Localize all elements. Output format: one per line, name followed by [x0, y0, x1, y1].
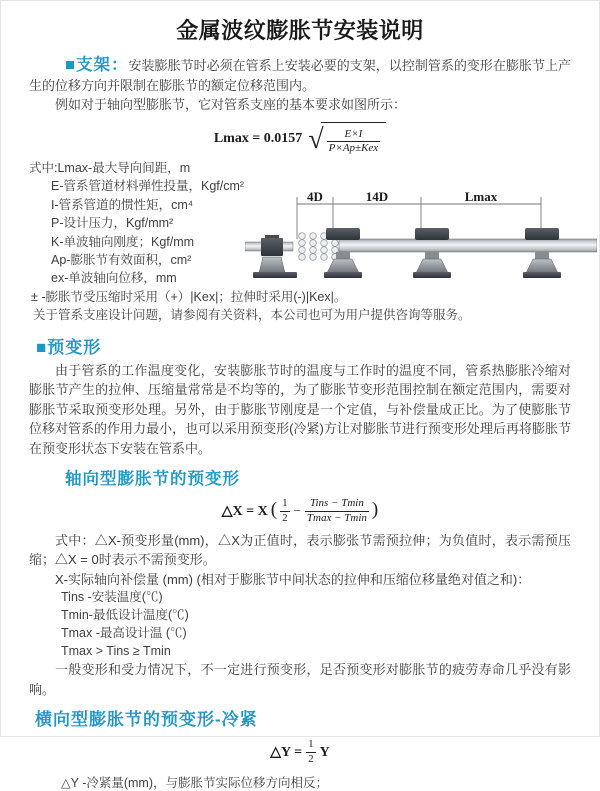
- x-definition-line: X-实际轴向补偿量 (mm) (相对于膨胀节中间状态的拉伸和压缩位移量绝对值之和)：: [55, 571, 531, 587]
- temp-line-tmax: Tmax -最高设计温 (℃): [61, 625, 187, 640]
- lmax-formula: [29, 122, 571, 157]
- lmax-fraction: [327, 128, 381, 157]
- temperature-denominator: Tmax − Tmin: [306, 511, 367, 524]
- lmax-formula-lhs: Lmax = 0.0157: [213, 130, 303, 146]
- y-definition-line: △Y -冷紧量(mm)，与膨胀节实际位移方向相反；: [61, 775, 329, 790]
- page-body: [1, 14, 599, 791]
- lateral-formula-rhs: Y: [319, 744, 330, 760]
- guide-support: [413, 228, 451, 278]
- half-denominator: 2: [308, 753, 314, 766]
- lateral-preform-formula: [29, 738, 571, 767]
- lmax-fraction-denominator: P×Ap±Kex: [328, 142, 379, 155]
- half-fraction: [306, 738, 316, 767]
- dimension-label-4d: 4D: [307, 189, 323, 204]
- axial-formula-lhs: △X = X: [221, 503, 268, 519]
- half-fraction: [280, 497, 290, 526]
- consulting-note: 关于管系支座设计问题，请参阅有关资料，本公司也可为用户提供咨询等服务。: [33, 308, 471, 323]
- definition-line: E-管系管道材料弹性投量，Kgf/cm²: [51, 179, 245, 194]
- left-paren: (: [270, 499, 278, 521]
- support-intro-text: 安装膨胀节时必须在管系上安装必要的支架，以控制管系的变形在膨胀节上产生的位移方向并限制在膨胀节的额定位移范围内。: [29, 58, 571, 93]
- temperature-numerator: Tins − Tmin: [309, 497, 364, 510]
- definition-line: P-设计压力，Kgf/mm²: [51, 216, 174, 231]
- definition-line: 式中:Lmax-最大导向间距，m: [29, 161, 191, 175]
- definition-line: K-单波轴向刚度；Kgf/mm: [51, 234, 195, 249]
- support-intro-paragraph: [29, 56, 571, 95]
- radical-body: [321, 122, 387, 157]
- radical: [308, 122, 386, 157]
- support-section-heading: ■支架：: [65, 56, 129, 74]
- preform-section-heading: ■预变形: [36, 337, 102, 357]
- temperature-fraction: [305, 497, 369, 526]
- right-paren: ): [371, 499, 379, 521]
- plus-minus-note: ± -膨胀节受压缩时采用（+）|Kex|；拉伸时采用(-)|Kex|。: [31, 289, 347, 304]
- preform-note-line: 一般变形和受力情况下，不一定进行预变形，足否预变形对膨胀节的疲劳寿命几乎没有影响。: [29, 662, 571, 697]
- page-title: 金属波纹膨胀节安装说明: [176, 18, 424, 43]
- temp-line-tmin: Tmin-最低设计温度(℃): [61, 607, 189, 622]
- temperature-definitions: [61, 589, 571, 660]
- anchor-support: [245, 235, 297, 278]
- axial-formula-explanation: 式中：△X-预变形量(mm)，△X为正值时，表示膨张节需预拉伸；为负值时，表示需预压缩；△X = 0时表示不需预变形。: [29, 532, 571, 568]
- radical-sign: √: [308, 123, 324, 155]
- formula-definitions-block: [29, 159, 571, 325]
- support-example-line: 例如对于轴向型膨胀节，它对管系支座的基本要求如图所示：: [55, 97, 407, 112]
- definition-line: ex-单波轴向位移，mm: [51, 271, 177, 286]
- half-denominator: 2: [282, 511, 288, 524]
- axial-preform-heading: 轴向型膨胀节的预变形: [65, 470, 240, 489]
- dimension-label-14d: 14D: [365, 189, 389, 204]
- temp-inequality: Tmax > Tins ≥ Tmin: [61, 643, 171, 658]
- half-numerator: 1: [308, 738, 314, 751]
- definition-line: Ap-膨胀节有效面积，cm²: [51, 253, 192, 268]
- definition-line: I-管系管道的惯性矩，cm⁴: [51, 197, 194, 212]
- lateral-formula-lhs: △Y =: [270, 745, 303, 761]
- dimension-label-lmax: Lmax: [464, 189, 498, 204]
- minus-sign: −: [293, 503, 301, 519]
- pipe-support-spacing-diagram: [245, 189, 597, 289]
- guide-support: [324, 228, 362, 278]
- lmax-fraction-numerator: E×I: [344, 127, 363, 140]
- temp-line-tins: Tins -安装温度(℃): [61, 590, 163, 605]
- pipe: [339, 239, 597, 252]
- lateral-preform-heading: 横向型膨胀节的预变形-冷紧: [35, 710, 258, 730]
- half-numerator: 1: [282, 497, 288, 510]
- preform-paragraph: 由于管系的工作温度变化，安装膨胀节时的温度与工作时的温度不同，管系热膨胀冷缩对膨胀节产生的拉伸、压缩量常常是不均等的，为了膨胀节变形范围控制在额定范围内，需要对膨胀节采取预变形处理。另外，由于膨胀节刚度是一个定值，与补偿量成正比。为了使膨胀节位移对管系的作用力最小，也可以采用预变形(冷紧)方让对膨胀节进行预变形处理后再将膨胀节在预变形状态下安装在管系中。: [29, 362, 571, 456]
- axial-preform-formula: [29, 497, 571, 526]
- guide-support: [523, 228, 561, 278]
